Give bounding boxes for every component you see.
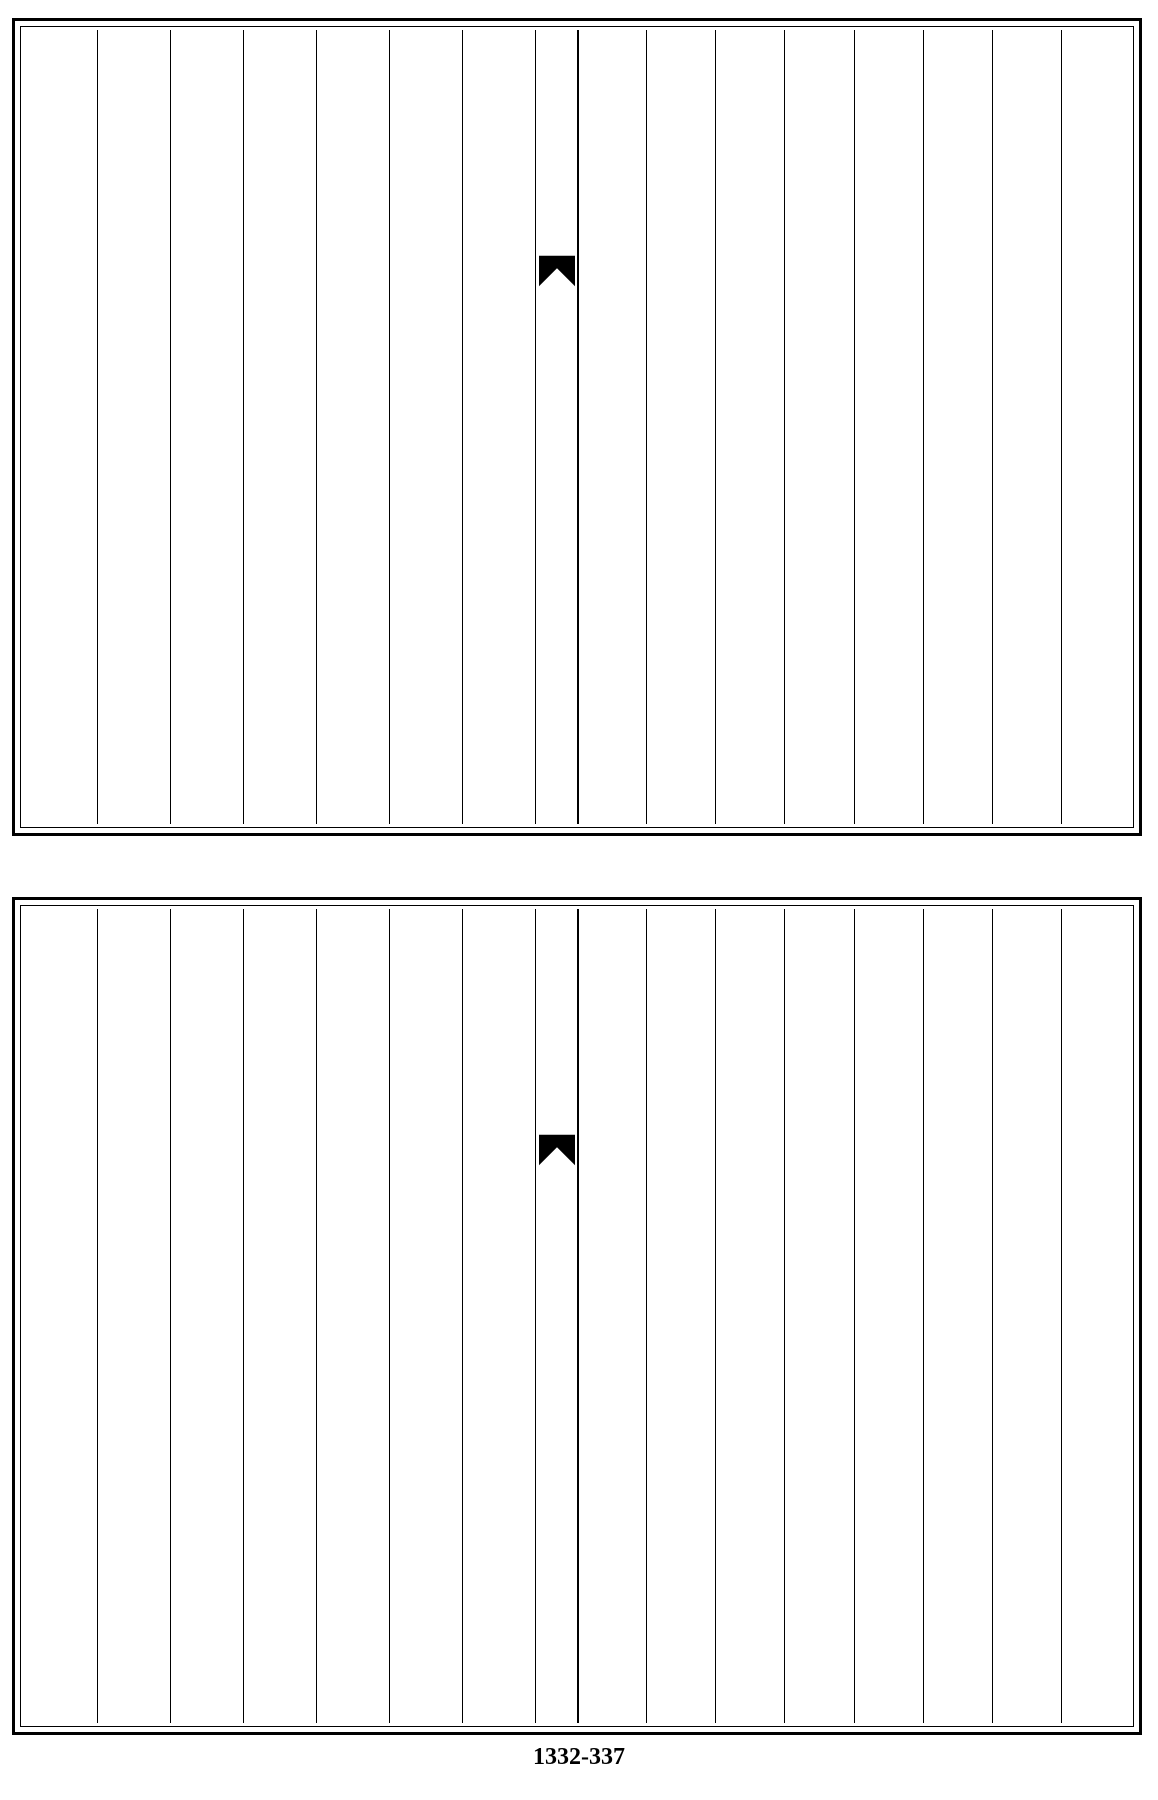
text-column — [243, 30, 317, 824]
text-column — [784, 30, 854, 824]
column-text — [317, 40, 390, 814]
text-column — [1061, 30, 1131, 824]
text-column — [316, 909, 390, 1723]
column-text — [924, 40, 993, 814]
text-column — [389, 909, 463, 1723]
column-text — [578, 919, 647, 1713]
fish-tail-mark-icon — [539, 254, 575, 288]
column-text — [390, 40, 463, 814]
text-column — [97, 30, 171, 824]
text-column — [784, 909, 854, 1723]
column-text — [924, 919, 993, 1713]
text-column — [646, 909, 716, 1723]
text-column — [170, 30, 244, 824]
text-column — [854, 909, 924, 1723]
column-text — [1062, 40, 1131, 814]
text-column — [577, 909, 647, 1723]
column-text — [647, 919, 716, 1713]
column-text — [390, 919, 463, 1713]
center-spine — [535, 909, 579, 1723]
column-text — [24, 919, 97, 1713]
center-spine — [535, 30, 579, 824]
column-text — [317, 919, 390, 1713]
column-text — [855, 919, 924, 1713]
text-column — [1061, 909, 1131, 1723]
column-text — [716, 40, 785, 814]
text-column — [462, 30, 536, 824]
column-text — [463, 40, 536, 814]
column-text — [993, 919, 1062, 1713]
column-text — [244, 919, 317, 1713]
text-column — [923, 909, 993, 1723]
column-text — [647, 40, 716, 814]
column-text — [24, 40, 97, 814]
text-column — [243, 909, 317, 1723]
text-column — [389, 30, 463, 824]
bottom-page-frame — [24, 909, 1130, 1723]
top-page — [12, 18, 1142, 836]
column-text — [993, 40, 1062, 814]
text-column — [316, 30, 390, 824]
column-text — [578, 40, 647, 814]
text-column — [923, 30, 993, 824]
column-text — [98, 40, 171, 814]
text-column — [992, 30, 1062, 824]
page-reference-number: 1332-337 — [533, 1744, 625, 1770]
text-column — [715, 30, 785, 824]
text-column — [170, 909, 244, 1723]
column-text — [463, 919, 536, 1713]
column-text — [855, 40, 924, 814]
column-text — [98, 919, 171, 1713]
text-column — [646, 30, 716, 824]
text-column — [577, 30, 647, 824]
column-text — [785, 40, 854, 814]
text-column — [97, 909, 171, 1723]
column-text — [1062, 919, 1131, 1713]
column-text — [244, 40, 317, 814]
text-column — [462, 909, 536, 1723]
text-column — [715, 909, 785, 1723]
text-column — [992, 909, 1062, 1723]
column-text — [171, 919, 244, 1713]
text-column — [854, 30, 924, 824]
column-text — [171, 40, 244, 814]
column-text — [785, 919, 854, 1713]
column-text — [716, 919, 785, 1713]
bottom-page — [12, 897, 1142, 1735]
top-page-frame — [24, 30, 1130, 824]
text-column — [24, 909, 97, 1723]
fish-tail-mark-icon — [539, 1133, 575, 1167]
text-column — [24, 30, 97, 824]
